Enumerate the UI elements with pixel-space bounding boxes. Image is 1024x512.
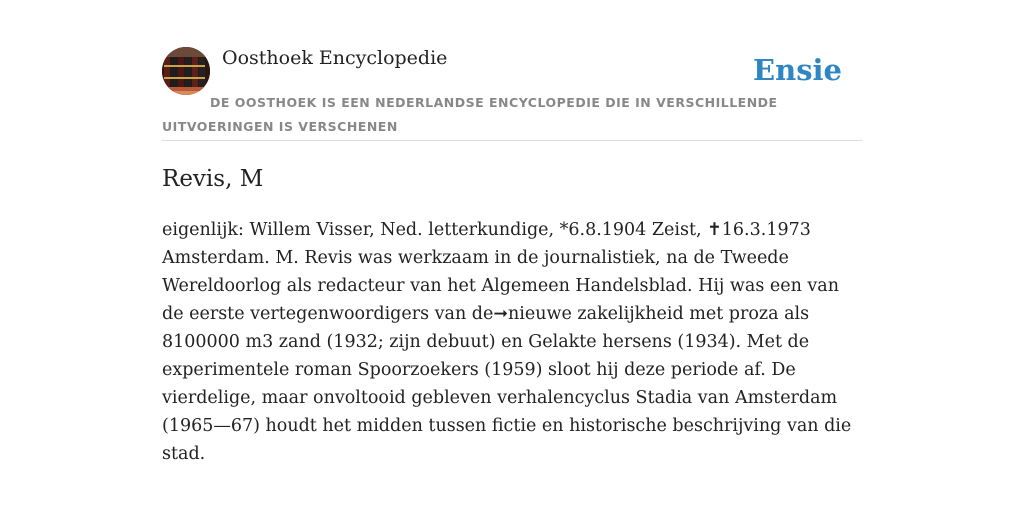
source-header: [162, 46, 862, 141]
book-spines-icon: [162, 47, 210, 95]
source-description: DE OOSTHOEK IS EEN NEDERLANDSE ENCYCLOPEDIE DIE IN VERSCHILLENDE UITVOERINGEN IS VERSCHENEN: [162, 95, 778, 134]
ensie-logo-link[interactable]: Ensie: [753, 53, 842, 87]
cross-reference-link[interactable]: ➞nieuwe zakelijkheid: [493, 304, 684, 324]
source-name[interactable]: Oosthoek Encyclopedie: [222, 47, 448, 69]
entry-text-part-1: eigenlijk: Willem Visser, Ned. letterkundige, *6.8.1904 Zeist, ✝16.3.1973 Amsterdam. M. Revis was werkzaam in de journalistiek, na de Tweede Wereldoorlog als redacteur van het Algemeen Handelsblad. Hij was een van de eerste vertegenwoordigers van de: [162, 220, 840, 324]
content-container: [162, 46, 862, 464]
entry-text-part-2: met proza als 8100000 m3 zand (1932; zijn debuut) en Gelakte hersens (1934). Met de experimentele roman Spoorzoekers (1959) sloot hij deze periode af. De vierdelige, maar onvoltooid gebleven verhalencyclus Stadia van Amsterdam (1965—67) houdt het midden tussen fictie en historische beschrijving van die stad.: [162, 304, 852, 464]
entry-title: Revis, M: [162, 166, 264, 192]
entry-body: [162, 216, 862, 468]
source-avatar[interactable]: [162, 47, 210, 95]
